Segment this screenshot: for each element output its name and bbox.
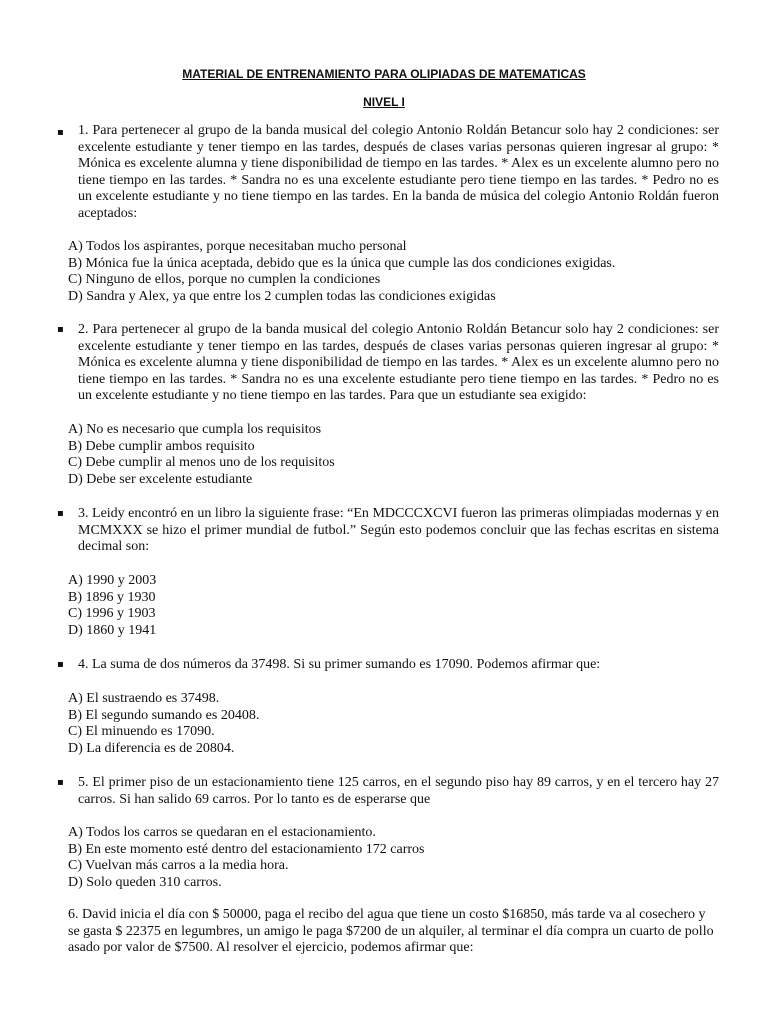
option-c: C) Vuelvan más carros a la media hora. [68,858,289,874]
question-3-text: 3. Leidy encontró en un libro la siguiente frase: “En MDCCCXCVI fueron las primeras olimpiadas modernas y en MCMXXX se hizo el primer mundial de futbol.” Según esto podemos concluir que las fechas escritas en sistema decimal son: [78,506,719,555]
question-5-options [68,825,728,891]
bullet-marker: ▪ [57,508,64,519]
bullet-marker: ▪ [57,324,64,335]
bullet-marker: ▪ [57,777,64,788]
option-a: A) 1990 y 2003 [68,573,157,588]
option-a: A) Todos los aspirantes, porque necesitaban mucho personal [68,239,407,254]
question-1-options [68,239,728,305]
question-3-options [68,573,728,639]
bullet-marker: ▪ [57,659,64,670]
option-c: C) El minuendo es 17090. [68,724,215,740]
question-4-text: 4. La suma de dos números da 37498. Si su primer sumando es 17090. Podemos afirmar que: [78,657,601,672]
bullet-marker: ▪ [57,127,64,138]
option-b: B) Debe cumplir ambos requisito [68,438,255,454]
option-d: D) Sandra y Alex, ya que entre los 2 cumplen todas las condiciones exigidas [68,288,496,304]
question-6-text: 6. David inicia el día con $ 50000, paga el recibo del agua que tiene un costo $16850, más tarde va al cosechero y se gasta $ 22375 en legumbres, un amigo le paga $7200 de un alquiler, al terminar el día compra un cuarto de pollo asado por valor de $7500. Al resolver el ejercicio, podemos afirmar que: [68,907,714,956]
option-a: A) No es necesario que cumpla los requisitos [68,422,322,437]
option-b: B) En este momento esté dentro del estacionamiento 172 carros [68,841,425,857]
option-c: C) 1996 y 1903 [68,606,156,622]
question-2-options [68,422,728,488]
option-d: D) La diferencia es de 20804. [68,740,235,756]
option-b: B) Mónica fue la única aceptada, debido que es la única que cumple las dos condiciones exigidas. [68,255,616,271]
option-d: D) Debe ser excelente estudiante [68,471,253,487]
option-a: A) Todos los carros se quedaran en el estacionamiento. [68,825,376,840]
question-4-options [68,691,728,757]
option-a: A) El sustraendo es 37498. [68,691,220,706]
document-title: MATERIAL DE ENTRENAMIENTO PARA OLIPIADAS DE MATEMATICAS [182,67,586,81]
question-5-text: 5. El primer piso de un estacionamiento tiene 125 carros, en el segundo piso hay 89 carros, y en el tercero hay 27 carros. Si han salido 69 carros. Por lo tanto es de esperarse que [78,775,719,807]
level-heading: NIVEL I [363,95,405,109]
question-1-text: 1. Para pertenecer al grupo de la banda musical del colegio Antonio Roldán Betancur solo hay 2 condiciones: ser excelente estudiante y tener tiempo en las tardes, después de clases varias personas quieren ingresar al grupo: * Mónica es excelente alumna y tiene disponibilidad de tiempo en las tardes. * Alex es un excelente alumno pero no tiene tiempo en las tardes. * Sandra no es una excelente estudiante pero tiene tiempo en las tardes. * Pedro no es un excelente estudiante y no tiene tiempo en las tardes. En la banda de música del colegio Antonio Roldán fueron aceptados: [78,123,719,221]
option-b: B) El segundo sumando es 20408. [68,707,260,723]
option-b: B) 1896 y 1930 [68,589,156,605]
option-c: C) Debe cumplir al menos uno de los requisitos [68,455,335,471]
option-d: D) 1860 y 1941 [68,622,157,638]
option-c: C) Ninguno de ellos, porque no cumplen la condiciones [68,272,381,288]
option-d: D) Solo queden 310 carros. [68,874,222,890]
question-2-text: 2. Para pertenecer al grupo de la banda musical del colegio Antonio Roldán Betancur solo hay 2 condiciones: ser excelente estudiante y tener tiempo en las tardes, después de clases varias personas quieren ingresar al grupo: * Mónica es excelente alumna y tiene disponibilidad de tiempo en las tardes. * Alex es un excelente alumno pero no tiene tiempo en las tardes. * Sandra no es una excelente estudiante pero tiene tiempo en las tardes. * Pedro no es un excelente estudiante y no tiene tiempo en las tardes. Para que un estudiante sea exigido: [78,322,719,404]
